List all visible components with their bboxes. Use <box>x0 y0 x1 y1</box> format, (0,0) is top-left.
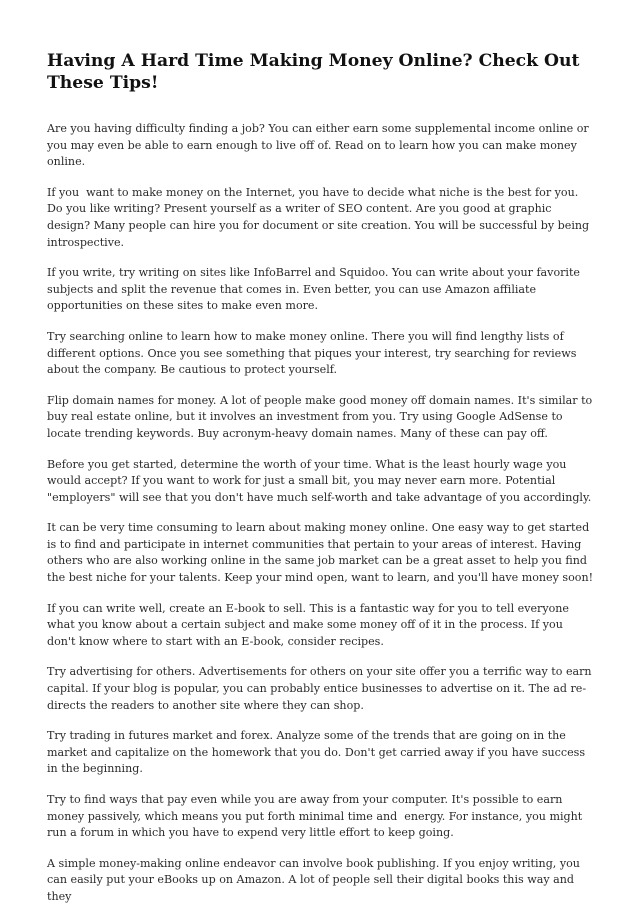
paragraph-search-online: Try searching online to learn how to make money online. There you will find lengthy lists of different options. Once you see something that piques your interest, try searching for reviews about the company. Be cautious to protect yourself. <box>47 329 580 377</box>
paragraph-trading: Try trading in futures market and forex. Analyze some of the trends that are going on in the market and capitalize on the homework that you do. Don't get carried away if you have success in the beginning. <box>47 729 589 776</box>
paragraph-intro: Are you having difficulty finding a job? You can either earn some supplemental income online or you may even be able to earn enough to live off of. Read on to learn how you can make money online. <box>47 122 593 169</box>
paragraph-communities: It can be very time consuming to learn about making money online. One easy way to get started is to find and participate in internet communities that pertain to your areas of interest. Having others who are also working online in the same job market can be a great asset to help you find the best niche for your talents. Keep your mind open, want to learn, and you'll have money soon! <box>47 521 594 585</box>
paragraph-writing-sites: If you write, try writing on sites like InfoBarrel and Squidoo. You can write about your favorite subjects and split the revenue that comes in. Even better, you can use Amazon affiliate opportunities on these sites to make even more. <box>47 266 584 313</box>
paragraph-niche: If you want to make money on the Internet, you have to decide what niche is the best for you. Do you like writing? Present yourself as a writer of SEO content. Are you good at graphic design? Many people can hire you for document or site creation. You will be successful by being introspective. <box>47 185 593 249</box>
paragraph-time-worth: Before you get started, determine the worth of your time. What is the least hourly wage you would accept? If you want to work for just a small bit, you may never earn more. Potential "employers" will see that you don't have much self-worth and take advantage of you accordingly. <box>47 457 592 504</box>
paragraph-domain-names: Flip domain names for money. A lot of people make good money off domain names. It's similar to buy real estate online, but it involves an investment from you. Try using Google AdSense to locate trending keywords. Buy acronym-heavy domain names. Many of these can pay off. <box>47 393 596 440</box>
document-title: Having A Hard Time Making Money Online? Check Out These Tips! <box>47 51 580 93</box>
paragraph-book-publishing: A simple money-making online endeavor can involve book publishing. If you enjoy writing, you can easily put your eBooks up on Amazon. A lot of people sell their digital books this way and they <box>47 856 584 903</box>
paragraph-advertising: Try advertising for others. Advertisements for others on your site offer you a terrific way to earn capital. If your blog is popular, you can probably entice businesses to advertise on it. The ad re-directs the readers to another site where they can shop. <box>47 665 596 712</box>
document-body <box>47 50 594 903</box>
paragraph-passive-income: Try to find ways that pay even while you are away from your computer. It's possible to earn money passively, which means you put forth minimal time and energy. For instance, you might run a forum in which you have to expend very little effort to keep going. <box>47 793 586 840</box>
paragraph-ebook: If you can write well, create an E-book to sell. This is a fantastic way for you to tell everyone what you know about a certain subject and make some money off of it in the process. If you don't know where to start with an E-book, consider recipes. <box>47 601 573 648</box>
